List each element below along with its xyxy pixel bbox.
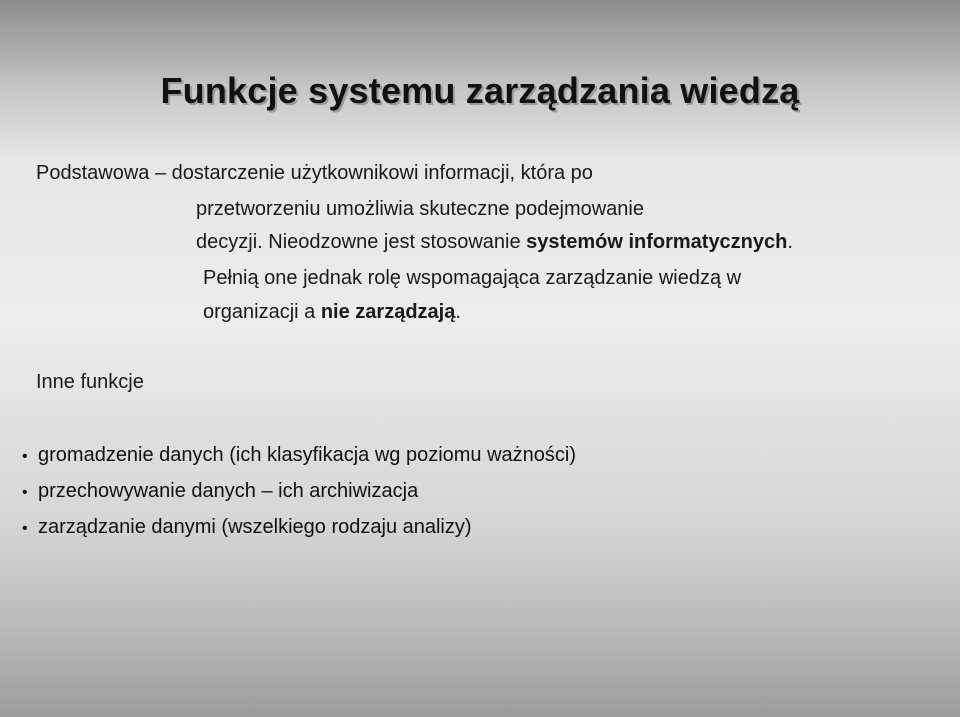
list-item-text: gromadzenie danych (ich klasyfikacja wg poziomu ważności) <box>38 444 577 466</box>
paragraph-line-5 <box>203 300 461 324</box>
bullet-icon: • <box>22 448 28 465</box>
bullet-icon: • <box>22 484 28 501</box>
paragraph-line-2: przetworzeniu umożliwia skuteczne podejmowanie <box>196 198 644 220</box>
bullet-icon: • <box>22 520 28 537</box>
paragraph-line-5-prefix: organizacji a <box>203 301 321 323</box>
list-item-text: przechowywanie danych – ich archiwizacja <box>38 480 419 502</box>
list-item <box>22 474 576 510</box>
paragraph-line-1: Podstawowa – dostarczenie użytkownikowi informacji, która po <box>36 162 593 184</box>
slide-title: Funkcje systemu zarządzania wiedzą <box>160 70 800 111</box>
paragraph-line-3-prefix: decyzji. Nieodzowne jest stosowanie <box>196 231 527 253</box>
paragraph-line-5-suffix: . <box>455 301 461 323</box>
list-item-text: zarządzanie danymi (wszelkiego rodzaju analizy) <box>38 516 472 538</box>
paragraph-line-5-bold: nie zarządzają <box>320 301 456 323</box>
paragraph-line-4: Pełnią one jednak rolę wspomagająca zarządzanie wiedzą w <box>203 267 742 289</box>
list-item <box>22 510 576 546</box>
paragraph-line-3 <box>196 230 793 254</box>
functions-list <box>22 438 576 546</box>
paragraph-line-3-bold: systemów informatycznych <box>526 231 788 253</box>
other-functions-heading: Inne funkcje <box>36 371 144 393</box>
list-item <box>22 438 576 474</box>
paragraph-line-3-suffix: . <box>787 231 793 253</box>
